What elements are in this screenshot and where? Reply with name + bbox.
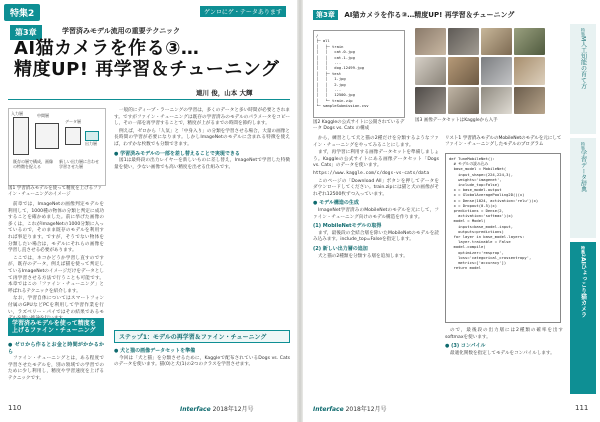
page-number-left: 110	[8, 404, 22, 412]
input-layer-box	[13, 117, 29, 155]
dataset-photo	[448, 87, 479, 114]
magazine-brand: Interface	[313, 406, 344, 413]
left-col2-body	[114, 108, 290, 223]
paragraph: 犬と猫の2種類を分類する層を追加します。	[318, 253, 408, 259]
figure-1-diagram	[8, 108, 106, 186]
subsection-heading: ● ゼロから作るとお金と時間がかかるから	[8, 342, 104, 355]
dataset-photo	[415, 87, 446, 114]
subsection-heading: (2) 新しい出力層の追加	[313, 245, 368, 252]
paragraph: ので，最後段の出力層には2種類の確率を出すsoftmaxを使います。	[445, 328, 563, 340]
paragraph: まず，最後段の全結合層を除いたMobileNetのモデルを読み込みます。include_top=Falseを指定します。	[313, 230, 439, 243]
footer-left	[180, 404, 254, 413]
figure-1-caption: 図1 学習済みモデルを使って精度を上げるファイン・チューニングのイメージ	[8, 186, 102, 197]
issue-date: 2018年12月号	[345, 406, 387, 413]
fig1-label-data: データ層	[65, 119, 81, 124]
running-header	[313, 10, 514, 20]
right-col1-body	[313, 136, 439, 398]
fig1-note-right: 新しい出力層に合わせ学習させた層	[59, 159, 99, 169]
left-col1-body	[8, 202, 104, 315]
paragraph: 一般的にディープ・ラーニングの学習は，多くのデータと多い時間が必要とされます。ですがファイン・チューニングは既存の学習済みのモデルのパラメータをコピーし，その一部を再学習することで，精度が上がるまでの時間を節約します。	[114, 108, 290, 127]
figure-2-caption: 図2 Kaggleの公式サイトに公開されているデータ Dogs vs. Cats の構成	[313, 120, 405, 131]
paragraph: ImageNet学習済みのMobileNetのモデルを元にして，ファイン・チューニング向けのモデル構造を作ります。	[313, 207, 439, 220]
subsection-heading: ● 学習済みモデルの一部を差し替えることで実現できる	[114, 150, 240, 157]
data-layer-box	[65, 127, 81, 145]
side-tab-label: AIひょっこり猫カメラ	[579, 256, 587, 318]
subsection-heading: ● (3) コンパイル	[445, 343, 486, 350]
dataset-photo	[481, 57, 512, 84]
dataset-photo	[448, 28, 479, 55]
right-page	[303, 0, 600, 422]
subsection-heading: (1) MobileNetモデルの取得	[313, 223, 382, 230]
step-heading: ステップ1：モデルの再学習＆ファイン・チューニング	[114, 330, 290, 343]
dataset-photo	[514, 87, 545, 114]
figure-3-caption: 図3 画像データセットはKaggleから入手	[415, 118, 498, 123]
middle-layer-box	[35, 123, 59, 149]
section-box-heading: 学習済みモデルを使って精度を上げるファイン・チューニング	[8, 318, 104, 336]
series-tag: ゲンロにゲ・テータあります	[200, 6, 286, 17]
dataset-photo	[448, 57, 479, 84]
output-layer-box	[85, 131, 99, 141]
side-tab-mini: 特集	[581, 142, 586, 150]
footer-right	[313, 404, 387, 413]
left-col1-body-2	[8, 340, 104, 400]
side-tab-label: 学習データ辞典	[579, 150, 587, 192]
paragraph: まず，再学習に利用する画像データセットを準備しましょう。Kaggleの公式サイトにある画像データセット「Dogs vs. Cats」のデータを使います。	[313, 150, 439, 169]
dataset-photo	[514, 57, 545, 84]
running-header-title: AI猫カメラを作る③…精度UP! 再学習＆チューニング	[344, 11, 515, 19]
paragraph: から，練習として犬と猫の2種だけを分類するようなファイン・チューニングをやってみることにします。	[313, 136, 439, 148]
dataset-photo	[514, 28, 545, 55]
dataset-url: https://www.kaggle.com/c/dogs-vs-cats/data	[313, 170, 430, 176]
listing-1-code: def TuneMobileNet(): # モデルの読み込み base_model = MobileNet( input_shape=(224,224,3), weights='imagenet', include_top=False) x = base_model.output x = GlobalAveragePooling2D()(x) x = Dense(1024, activation='relu')(x) x = Dropout(0.5)(x) predictions = Dense(2, activation='softmax')(x) model = Model( inputs=base_model.input, outputs=predictions) for layer in base_model.layers: layer.trainable = False model.compile( optimizer='rmsprop', loss='categorical_crossentropy', metrics=['accuracy']) return model	[445, 153, 561, 323]
article-title	[14, 38, 284, 80]
dataset-photo	[415, 28, 446, 55]
fig1-label-middle: 中間層	[37, 113, 49, 118]
chapter-subtitle: 学習済みモデル流用の重要テクニック	[62, 27, 180, 35]
paragraph: なお，学習自体についてはスマートフォン付属のGPUなどPCを利用して学習作業を行い，ラズベリー・パイではその結果であるモ	[8, 296, 104, 315]
listing-1-caption: リスト1 学習済みモデルのMobileNetのモデルを元にしてファイン・チューニングしたモデルのプログラム	[445, 136, 562, 147]
dataset-photo	[415, 57, 446, 84]
page-number-right: 111	[575, 404, 589, 412]
dataset-photo	[481, 28, 512, 55]
author-byline: 連川 俊，山本 大輝	[196, 89, 253, 97]
side-tab-cat-camera[interactable]	[570, 242, 596, 394]
side-tab-ai-training[interactable]	[570, 24, 596, 134]
paragraph: 例えば，ゼロから「人気」と「中身入り」の分類を学習させる場合，大量の画像と長時間の学習が必要になります。しかしImageNetのモデルに含まれる特徴を使えば，わずかな枚数でも分類できます。	[114, 128, 290, 147]
side-tab-mini: 特集	[581, 28, 586, 36]
article-title-line2: 精度UP! 再学習＆チューニング	[14, 59, 280, 80]
fig1-note-left: 既存の層で構成，画像の特徴を捉える	[13, 159, 53, 169]
paragraph: 前章では，ImageNetの画像判定モデルを利用して，1000種の物体の分類と判定に成功することを確かめました。前に挙げた画像の多くは，これがImageNetの1000分類に入っているので，そのまま既存のモデルを利用すれば事足ります。ですが，そうでない物体を分類したい場合は，モデルにそれらの画像を学習し直させる必要があります。	[8, 202, 104, 254]
feature-tag: 特集2	[4, 4, 40, 21]
cat-dog-photo-grid	[415, 28, 545, 114]
paragraph: このページの「Download All」ボタンを押してデータをダウンロードしてください。train.zipには猫と犬の画像がそれぞれ12500枚ずつ入っています。	[313, 178, 439, 197]
subsection-heading: ● モデル構造の生成	[313, 200, 359, 207]
dataset-photo	[481, 87, 512, 114]
dataset-directory-figure: / ├─ all │ ├─ train │ │ cat.0.jpg │ │ cat.1.jpg │ │ ... │ │ dog.12499.jpg │ ├─ test │ │ 1.jpg │ │ 2.jpg │ │ ... │ │ 12500.jpg │ └─ train.zip └─ sampleSubmission.csv	[313, 30, 405, 118]
paragraph: 最適化関数を指定してモデルをコンパイルします。	[450, 350, 555, 356]
subsection-heading: ● 犬と猫の画像データセットを準備	[114, 348, 196, 354]
chapter-tag: 第3章	[10, 25, 42, 40]
article-title-line1: AI猫カメラを作る③…	[14, 38, 200, 59]
title-divider	[8, 99, 290, 100]
paragraph: ファイン・チューニングとは，ある程度で学習させたモデルを，別の領域での学習でのために少し利用し，精度や学習速度を上げるテクニックです。	[8, 356, 104, 381]
side-tab-label: M人工知能の育て方	[579, 36, 587, 90]
side-tab-mini: 特集2	[581, 246, 586, 257]
right-col2-body	[445, 328, 563, 400]
side-index-tabs	[570, 24, 596, 394]
fig1-label-output: 出力層	[85, 141, 97, 146]
side-tab-data-dictionary[interactable]	[570, 138, 596, 238]
running-header-tag: 第3章	[313, 10, 338, 20]
paragraph: 図1は最終段の出力レイヤーを新しいものに差し替え，ImageNetで学習した特徴量を使い，少ない画像でも高い精度を出せる仕組みです。	[114, 158, 290, 170]
issue-date: 2018年12月号	[212, 406, 254, 413]
fig1-label-input: 入力層	[11, 111, 23, 116]
paragraph: ここでは，ネコかどうか学習し直すのですが，既存のデータ，例えば猫を使って判定しているImageNetのイメージだけをデータとして再学習させる方法で行うことも可能です。本章ではこの「ファイン・チューニング」と呼ばれるテクニックを紹介します。	[8, 255, 104, 294]
paragraph: 今回は「犬と猫」を分類させるために，Kaggleで配布されているDogs vs. Catsのデータを使います。猫(0)と犬(1)の2つのクラスを学習させます。	[114, 355, 290, 368]
left-col2-body-2	[114, 346, 290, 400]
magazine-brand: Interface	[180, 406, 211, 413]
left-page	[0, 0, 297, 422]
